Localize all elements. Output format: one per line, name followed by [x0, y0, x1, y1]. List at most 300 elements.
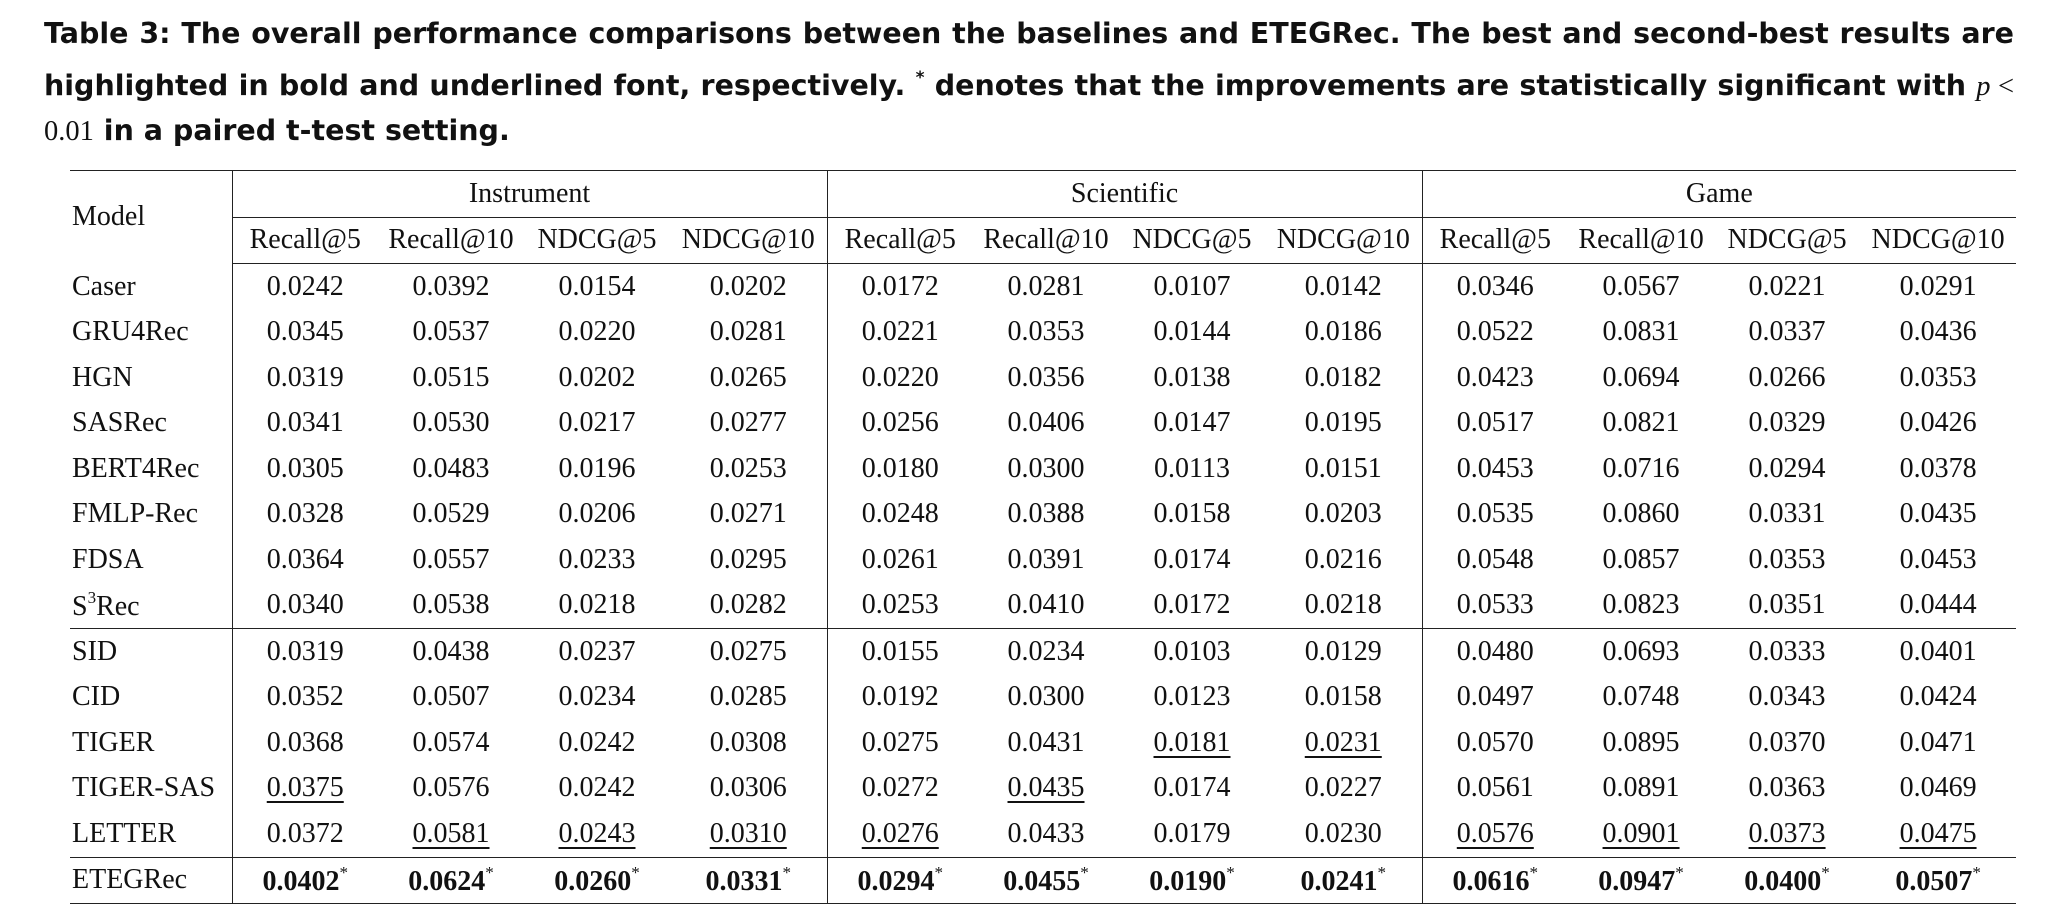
value-cell — [378, 355, 524, 401]
metric-header: Recall@5 — [1422, 217, 1568, 264]
metric-header: NDCG@5 — [1714, 217, 1860, 264]
metric-header: Recall@10 — [378, 217, 524, 264]
value-cell — [1265, 766, 1422, 812]
value-text: 0.0242 — [558, 726, 636, 758]
value-cell — [1860, 811, 2016, 857]
value-text: 0.0333 — [1748, 635, 1826, 667]
value-cell — [1714, 355, 1860, 401]
table-row — [70, 583, 2016, 629]
value-text: 0.0410 — [1007, 589, 1085, 621]
value-text: 0.0581 — [412, 817, 490, 849]
value-cell — [827, 857, 973, 904]
value-text: 0.0129 — [1304, 635, 1382, 667]
value-cell — [378, 629, 524, 675]
value-cell — [232, 492, 378, 538]
table-row — [70, 310, 2016, 356]
value-cell — [1714, 537, 1860, 583]
value-text: 0.0401 — [1899, 635, 1977, 667]
table-caption — [44, 12, 2014, 154]
value-text: 0.0444 — [1899, 589, 1977, 621]
value-text: 0.0368 — [266, 726, 344, 758]
value-cell — [524, 401, 670, 447]
value-cell — [827, 492, 973, 538]
table-row — [70, 675, 2016, 721]
value-cell — [1860, 583, 2016, 629]
value-text: 0.0821 — [1602, 407, 1680, 439]
significance-star: * — [1972, 862, 1981, 882]
value-text: 0.0272 — [861, 772, 939, 804]
value-text: 0.0172 — [861, 270, 939, 302]
value-cell — [1265, 675, 1422, 721]
value-text: 0.0406 — [1007, 407, 1085, 439]
value-text: 0.0748 — [1602, 681, 1680, 713]
value-cell — [973, 720, 1119, 766]
value-cell — [1119, 766, 1265, 812]
model-name-cell: Caser — [70, 264, 232, 310]
value-text: 0.0372 — [266, 817, 344, 849]
value-cell — [1714, 629, 1860, 675]
value-text: 0.0356 — [1007, 361, 1085, 393]
significance-star: * — [1226, 862, 1235, 882]
value-cell — [1714, 446, 1860, 492]
value-cell — [827, 583, 973, 629]
value-cell — [827, 446, 973, 492]
value-cell — [973, 355, 1119, 401]
value-cell — [670, 720, 827, 766]
significance-star: * — [934, 862, 943, 882]
value-cell — [1265, 720, 1422, 766]
table-row — [70, 355, 2016, 401]
value-text: 0.0192 — [861, 681, 939, 713]
value-cell — [232, 264, 378, 310]
value-cell — [827, 629, 973, 675]
value-cell — [1860, 537, 2016, 583]
value-text: 0.0179 — [1153, 817, 1231, 849]
value-text: 0.0823 — [1602, 589, 1680, 621]
value-cell — [973, 811, 1119, 857]
caption-text-3: in a paired t-test setting. — [93, 114, 510, 147]
value-text: 0.0378 — [1899, 452, 1977, 484]
value-text: 0.0435 — [1007, 772, 1085, 804]
value-text: 0.0576 — [412, 772, 490, 804]
value-cell — [1714, 720, 1860, 766]
value-cell — [232, 401, 378, 447]
significance-star: * — [1675, 862, 1684, 882]
value-text: 0.0497 — [1456, 681, 1534, 713]
significance-star: * — [1080, 862, 1089, 882]
value-text: 0.0567 — [1602, 270, 1680, 302]
metric-header: NDCG@10 — [1265, 217, 1422, 264]
value-text: 0.0469 — [1899, 772, 1977, 804]
value-cell — [378, 857, 524, 904]
value-cell — [378, 310, 524, 356]
value-text: 0.0400 — [1744, 865, 1822, 897]
value-text: 0.0517 — [1456, 407, 1534, 439]
value-cell — [232, 720, 378, 766]
table-row — [70, 857, 2016, 904]
value-text: 0.0329 — [1748, 407, 1826, 439]
value-cell — [378, 446, 524, 492]
metric-header: NDCG@5 — [1119, 217, 1265, 264]
value-text: 0.0860 — [1602, 498, 1680, 530]
value-text: 0.0364 — [266, 543, 344, 575]
value-text: 0.0431 — [1007, 726, 1085, 758]
value-text: 0.0319 — [266, 635, 344, 667]
value-text: 0.0202 — [709, 270, 787, 302]
value-text: 0.0260 — [554, 865, 632, 897]
value-cell — [524, 720, 670, 766]
value-text: 0.0154 — [558, 270, 636, 302]
value-text: 0.0308 — [709, 726, 787, 758]
group-header-instrument: Instrument — [232, 171, 827, 218]
value-text: 0.0202 — [558, 361, 636, 393]
value-text: 0.0343 — [1748, 681, 1826, 713]
value-text: 0.0158 — [1153, 498, 1231, 530]
value-cell — [973, 264, 1119, 310]
value-cell — [524, 310, 670, 356]
value-cell — [1119, 264, 1265, 310]
value-text: 0.0231 — [1304, 726, 1382, 758]
value-cell — [524, 446, 670, 492]
value-text: 0.0331 — [705, 865, 783, 897]
value-cell — [1568, 537, 1714, 583]
value-cell — [1265, 629, 1422, 675]
value-cell — [524, 355, 670, 401]
value-text: 0.0319 — [266, 361, 344, 393]
value-cell — [1422, 811, 1568, 857]
value-cell — [232, 675, 378, 721]
value-text: 0.0507 — [412, 681, 490, 713]
value-cell — [1568, 310, 1714, 356]
value-text: 0.0182 — [1304, 361, 1382, 393]
value-cell — [1568, 401, 1714, 447]
value-text: 0.0291 — [1899, 270, 1977, 302]
value-text: 0.0180 — [861, 452, 939, 484]
value-text: 0.0174 — [1153, 772, 1231, 804]
value-cell — [1265, 811, 1422, 857]
model-name-superscript: 3 — [87, 587, 97, 607]
value-text: 0.0276 — [861, 817, 939, 849]
significance-star: * — [485, 862, 494, 882]
value-cell — [1860, 675, 2016, 721]
value-cell — [1568, 492, 1714, 538]
value-text: 0.0370 — [1748, 726, 1826, 758]
value-cell — [1568, 355, 1714, 401]
value-text: 0.0574 — [412, 726, 490, 758]
value-text: 0.0328 — [266, 498, 344, 530]
value-text: 0.0306 — [709, 772, 787, 804]
value-cell — [827, 264, 973, 310]
value-cell — [1119, 492, 1265, 538]
value-cell — [827, 811, 973, 857]
table-row — [70, 720, 2016, 766]
value-cell — [1119, 675, 1265, 721]
value-cell — [1119, 310, 1265, 356]
value-cell — [524, 537, 670, 583]
metric-header: Recall@10 — [973, 217, 1119, 264]
value-text: 0.0158 — [1304, 681, 1382, 713]
table-body — [70, 264, 2016, 904]
value-cell — [1422, 583, 1568, 629]
value-text: 0.0196 — [558, 452, 636, 484]
significance-star: * — [339, 862, 348, 882]
value-text: 0.0218 — [558, 589, 636, 621]
value-cell — [1119, 537, 1265, 583]
value-cell — [232, 310, 378, 356]
value-text: 0.0471 — [1899, 726, 1977, 758]
value-cell — [1568, 446, 1714, 492]
value-text: 0.0138 — [1153, 361, 1231, 393]
table-row — [70, 629, 2016, 675]
model-name-rest: Rec — [96, 590, 140, 622]
metric-header: Recall@5 — [232, 217, 378, 264]
group-header-game: Game — [1422, 171, 2016, 218]
value-cell — [1119, 629, 1265, 675]
value-text: 0.0242 — [266, 270, 344, 302]
value-cell — [1714, 857, 1860, 904]
value-cell — [524, 583, 670, 629]
value-cell — [670, 492, 827, 538]
value-text: 0.0388 — [1007, 498, 1085, 530]
value-cell — [232, 446, 378, 492]
value-cell — [378, 401, 524, 447]
value-text: 0.0857 — [1602, 543, 1680, 575]
value-cell — [1860, 355, 2016, 401]
value-text: 0.0624 — [408, 865, 486, 897]
value-cell — [1265, 310, 1422, 356]
group-header-row — [70, 171, 2016, 218]
value-cell — [378, 264, 524, 310]
value-cell — [1422, 355, 1568, 401]
value-cell — [1860, 264, 2016, 310]
value-text: 0.0305 — [266, 452, 344, 484]
metric-header: Recall@10 — [1568, 217, 1714, 264]
value-cell — [1422, 720, 1568, 766]
value-text: 0.0275 — [709, 635, 787, 667]
value-text: 0.0694 — [1602, 361, 1680, 393]
value-cell — [1119, 355, 1265, 401]
value-text: 0.0221 — [1748, 270, 1826, 302]
value-cell — [973, 675, 1119, 721]
table-row — [70, 766, 2016, 812]
value-text: 0.0716 — [1602, 452, 1680, 484]
value-text: 0.0221 — [861, 316, 939, 348]
value-cell — [1568, 766, 1714, 812]
metric-header: NDCG@5 — [524, 217, 670, 264]
value-text: 0.0453 — [1456, 452, 1534, 484]
value-text: 0.0426 — [1899, 407, 1977, 439]
value-text: 0.0155 — [861, 635, 939, 667]
value-text: 0.0507 — [1895, 865, 1973, 897]
value-text: 0.0435 — [1899, 498, 1977, 530]
table-row — [70, 446, 2016, 492]
value-cell — [1422, 446, 1568, 492]
results-table — [70, 170, 2016, 904]
value-text: 0.0216 — [1304, 543, 1382, 575]
value-cell — [1265, 492, 1422, 538]
model-name-cell: HGN — [70, 355, 232, 401]
value-cell — [1119, 857, 1265, 904]
value-text: 0.0253 — [861, 589, 939, 621]
value-cell — [670, 675, 827, 721]
value-text: 0.0548 — [1456, 543, 1534, 575]
model-name-cell — [70, 583, 232, 629]
value-cell — [1422, 537, 1568, 583]
value-text: 0.0530 — [412, 407, 490, 439]
model-name-cell: SASRec — [70, 401, 232, 447]
value-text: 0.0831 — [1602, 316, 1680, 348]
value-text: 0.0561 — [1456, 772, 1534, 804]
value-cell — [232, 537, 378, 583]
value-cell — [378, 766, 524, 812]
value-cell — [827, 766, 973, 812]
value-text: 0.0947 — [1598, 865, 1676, 897]
value-text: 0.0271 — [709, 498, 787, 530]
value-cell — [1265, 537, 1422, 583]
value-text: 0.0538 — [412, 589, 490, 621]
value-text: 0.0353 — [1748, 543, 1826, 575]
value-text: 0.0234 — [558, 681, 636, 713]
metric-header: NDCG@10 — [1860, 217, 2016, 264]
value-cell — [524, 811, 670, 857]
value-cell — [973, 537, 1119, 583]
model-name-cell: FMLP-Rec — [70, 492, 232, 538]
model-name-cell: CID — [70, 675, 232, 721]
value-cell — [524, 766, 670, 812]
significance-star: * — [1529, 862, 1539, 882]
value-cell — [1568, 857, 1714, 904]
model-name-cell: BERT4Rec — [70, 446, 232, 492]
value-cell — [1265, 355, 1422, 401]
value-text: 0.0480 — [1456, 635, 1534, 667]
value-cell — [1265, 857, 1422, 904]
value-cell — [1860, 766, 2016, 812]
value-cell — [1265, 583, 1422, 629]
value-text: 0.0181 — [1153, 726, 1231, 758]
value-text: 0.0281 — [709, 316, 787, 348]
value-cell — [973, 401, 1119, 447]
value-cell — [827, 401, 973, 447]
value-text: 0.0123 — [1153, 681, 1231, 713]
value-cell — [670, 264, 827, 310]
value-text: 0.0895 — [1602, 726, 1680, 758]
value-cell — [524, 857, 670, 904]
model-name: S — [72, 590, 88, 622]
value-cell — [1860, 629, 2016, 675]
value-cell — [1422, 401, 1568, 447]
value-cell — [1265, 264, 1422, 310]
value-text: 0.0529 — [412, 498, 490, 530]
value-text: 0.0281 — [1007, 270, 1085, 302]
caption-math-p: p — [1976, 71, 1991, 102]
value-cell — [1119, 583, 1265, 629]
value-cell — [1119, 811, 1265, 857]
value-text: 0.0353 — [1899, 361, 1977, 393]
value-cell — [524, 492, 670, 538]
value-cell — [973, 629, 1119, 675]
value-cell — [1714, 492, 1860, 538]
value-text: 0.0423 — [1456, 361, 1534, 393]
value-text: 0.0206 — [558, 498, 636, 530]
value-text: 0.0515 — [412, 361, 490, 393]
value-text: 0.0241 — [1300, 865, 1378, 897]
value-text: 0.0310 — [709, 817, 787, 849]
value-cell — [1568, 629, 1714, 675]
group-header-scientific: Scientific — [827, 171, 1422, 218]
caption-text-2: denotes that the improvements are statistically significant with — [924, 69, 1977, 102]
value-cell — [670, 355, 827, 401]
value-cell — [1714, 675, 1860, 721]
table-row — [70, 537, 2016, 583]
model-name-cell: LETTER — [70, 811, 232, 857]
significance-star: * — [1821, 862, 1830, 882]
value-text: 0.0352 — [266, 681, 344, 713]
significance-star: * — [631, 862, 640, 882]
caption-math-rel: < 0.01 — [44, 71, 2015, 147]
value-text: 0.0353 — [1007, 316, 1085, 348]
value-cell — [1422, 264, 1568, 310]
value-text: 0.0455 — [1003, 865, 1081, 897]
value-text: 0.0533 — [1456, 589, 1534, 621]
value-cell — [1568, 811, 1714, 857]
value-text: 0.0901 — [1602, 817, 1680, 849]
model-name-cell: SID — [70, 629, 232, 675]
value-text: 0.0535 — [1456, 498, 1534, 530]
value-cell — [827, 720, 973, 766]
value-text: 0.0233 — [558, 543, 636, 575]
value-text: 0.0195 — [1304, 407, 1382, 439]
value-cell — [1422, 492, 1568, 538]
value-cell — [827, 310, 973, 356]
value-cell — [973, 857, 1119, 904]
value-text: 0.0253 — [709, 452, 787, 484]
value-cell — [973, 766, 1119, 812]
value-text: 0.0337 — [1748, 316, 1826, 348]
value-cell — [670, 857, 827, 904]
value-cell — [1568, 264, 1714, 310]
value-text: 0.0203 — [1304, 498, 1382, 530]
value-text: 0.0294 — [857, 865, 935, 897]
value-text: 0.0346 — [1456, 270, 1534, 302]
value-text: 0.0402 — [262, 865, 340, 897]
value-text: 0.0230 — [1304, 817, 1382, 849]
value-cell — [1714, 310, 1860, 356]
value-cell — [1714, 811, 1860, 857]
value-cell — [670, 583, 827, 629]
value-text: 0.0557 — [412, 543, 490, 575]
value-cell — [1568, 675, 1714, 721]
value-text: 0.0363 — [1748, 772, 1826, 804]
metric-header: NDCG@10 — [670, 217, 827, 264]
value-text: 0.0103 — [1153, 635, 1231, 667]
value-cell — [378, 492, 524, 538]
value-text: 0.0220 — [558, 316, 636, 348]
table-row — [70, 264, 2016, 310]
value-cell — [1860, 720, 2016, 766]
value-cell — [670, 310, 827, 356]
metric-header-row — [70, 217, 2016, 264]
table-row — [70, 492, 2016, 538]
value-text: 0.0295 — [709, 543, 787, 575]
value-cell — [1422, 629, 1568, 675]
value-text: 0.0576 — [1456, 817, 1534, 849]
caption-star: * — [915, 68, 925, 88]
value-text: 0.0285 — [709, 681, 787, 713]
value-cell — [1265, 401, 1422, 447]
value-cell — [1422, 857, 1568, 904]
value-text: 0.0234 — [1007, 635, 1085, 667]
value-cell — [378, 811, 524, 857]
